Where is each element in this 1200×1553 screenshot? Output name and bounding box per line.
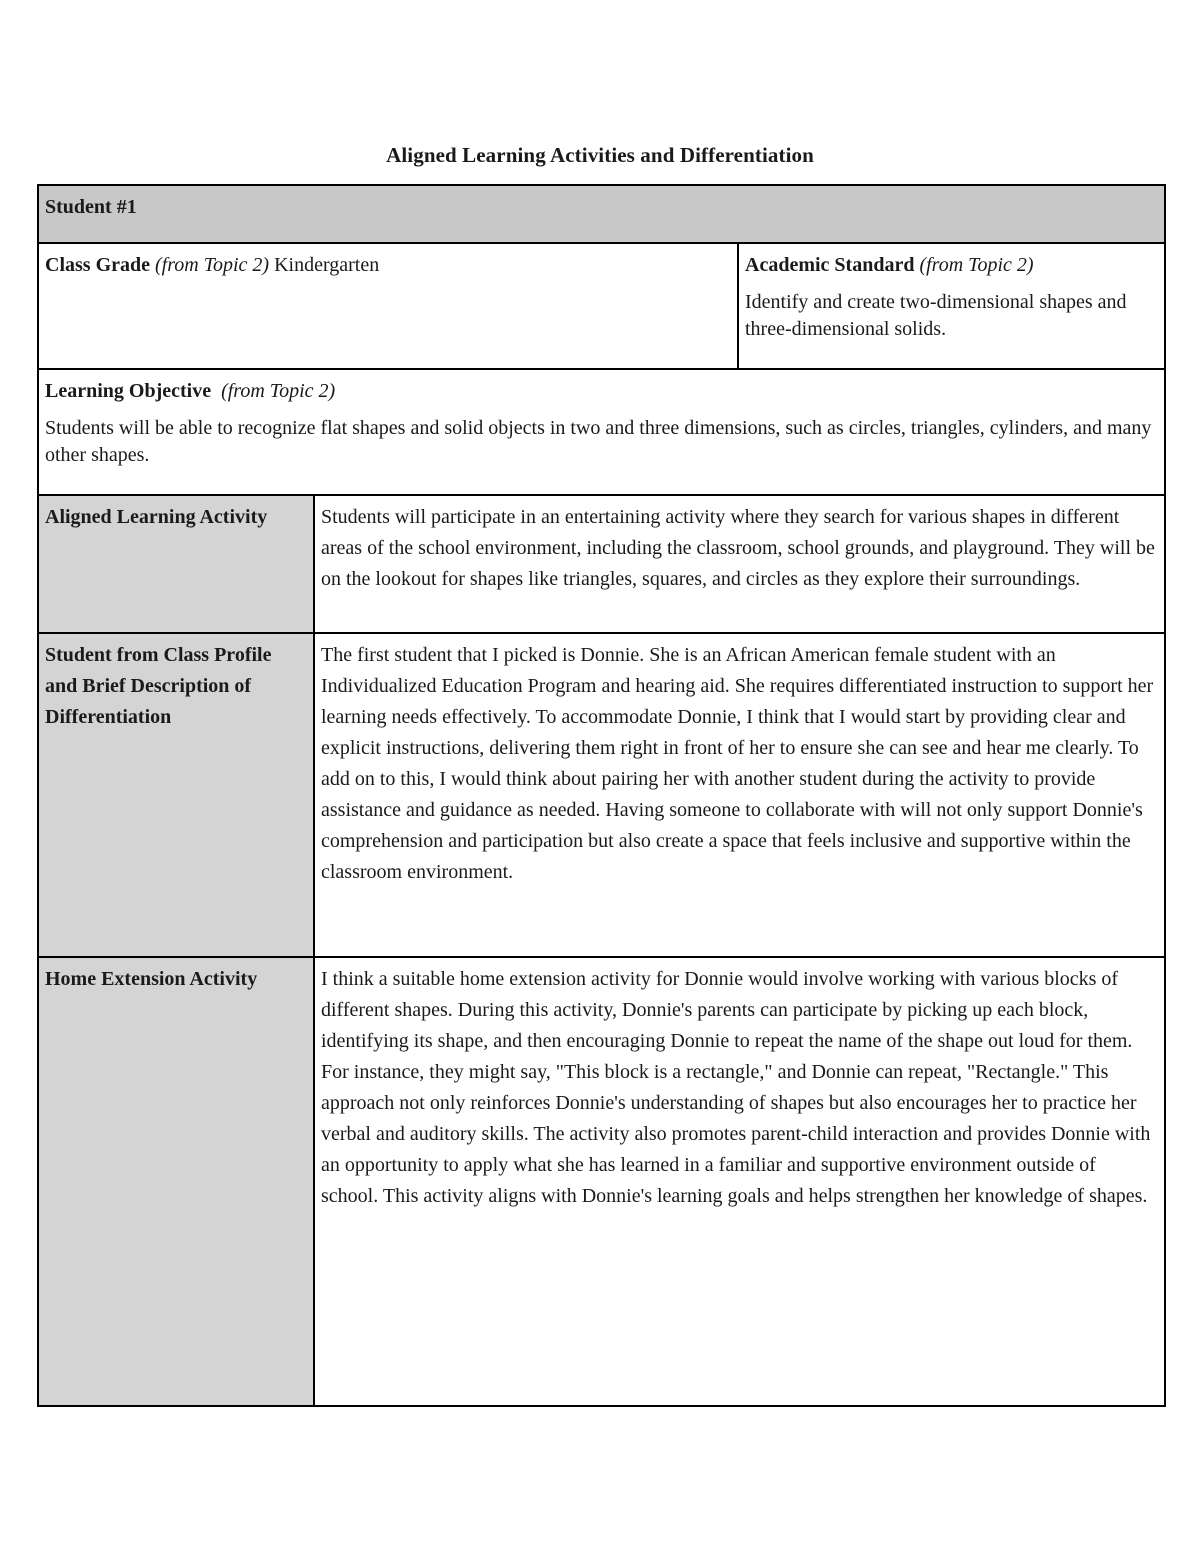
student-profile-text: The first student that I picked is Donnie. She is an African American female student with an Individualized Education Program and hearing aid. She requires differentiated instruction to support her learning needs effectively. To accommodate Donnie, I think that I would start by providing clear and explicit instructions, delivering them right in front of her to ensure she can see and hear me clearly. To add on to this, I would think about pairing her with another student during the activity to provide assistance and guidance as needed. Having someone to collaborate with will not only support Donnie's comprehension and participation but also create a space that feels inclusive and supportive within the classroom environment.: [314, 633, 1165, 957]
home-extension-text: I think a suitable home extension activity for Donnie would involve working with various blocks of different shapes. During this activity, Donnie's parents can participate by picking up each block, identifying its shape, and then encouraging Donnie to repeat the name of the shape out loud for them. For instance, they might say, "This block is a rectangle," and Donnie can repeat, "Rectangle." This approach not only reinforces Donnie's understanding of shapes but also encourages her to practice her verbal and auditory skills. The activity also promotes parent-child interaction and provides Donnie with an opportunity to apply what she has learned in a familiar and supportive environment outside of school. This activity aligns with Donnie's learning goals and helps strengthen her knowledge of shapes.: [314, 957, 1165, 1406]
home-extension-label: Home Extension Activity: [38, 957, 314, 1406]
learning-objective-label: Learning Objective: [45, 380, 212, 402]
learning-objective-source: (from Topic 2): [221, 380, 336, 402]
student-row: [38, 185, 1165, 243]
class-grade-label: Class Grade: [45, 254, 150, 276]
academic-standard-label: Academic Standard: [745, 254, 915, 276]
student-profile-row: [38, 633, 1165, 957]
learning-objective-row: [38, 369, 1165, 495]
class-grade-value: Kindergarten: [274, 254, 380, 276]
document-title: Aligned Learning Activities and Differentiation: [386, 143, 814, 167]
aligned-activity-row: [38, 495, 1165, 633]
class-grade-source: (from Topic 2): [155, 254, 270, 276]
grade-standard-row: [38, 243, 1165, 369]
class-grade-cell: [38, 243, 738, 369]
academic-standard-value: Identify and create two-dimensional shapes and three-dimensional solids.: [745, 291, 1127, 340]
home-extension-row: [38, 957, 1165, 1406]
learning-objective-cell: [38, 369, 1165, 495]
academic-standard-source: (from Topic 2): [919, 254, 1034, 276]
student-header-cell: [38, 185, 1165, 243]
student-label: Student #1: [45, 196, 137, 218]
aligned-activity-label: Aligned Learning Activity: [38, 495, 314, 633]
academic-standard-cell: [738, 243, 1165, 369]
aligned-activity-text: Students will participate in an entertaining activity where they search for various shapes in different areas of the school environment, including the classroom, school grounds, and playground. They will be on the lookout for shapes like triangles, squares, and circles as they explore their surroundings.: [314, 495, 1165, 633]
differentiation-table: [37, 184, 1166, 1407]
learning-objective-value: Students will be able to recognize flat shapes and solid objects in two and three dimensions, such as circles, triangles, cylinders, and many other shapes.: [45, 417, 1152, 466]
student-profile-label: Student from Class Profile and Brief Description of Differentiation: [38, 633, 314, 957]
